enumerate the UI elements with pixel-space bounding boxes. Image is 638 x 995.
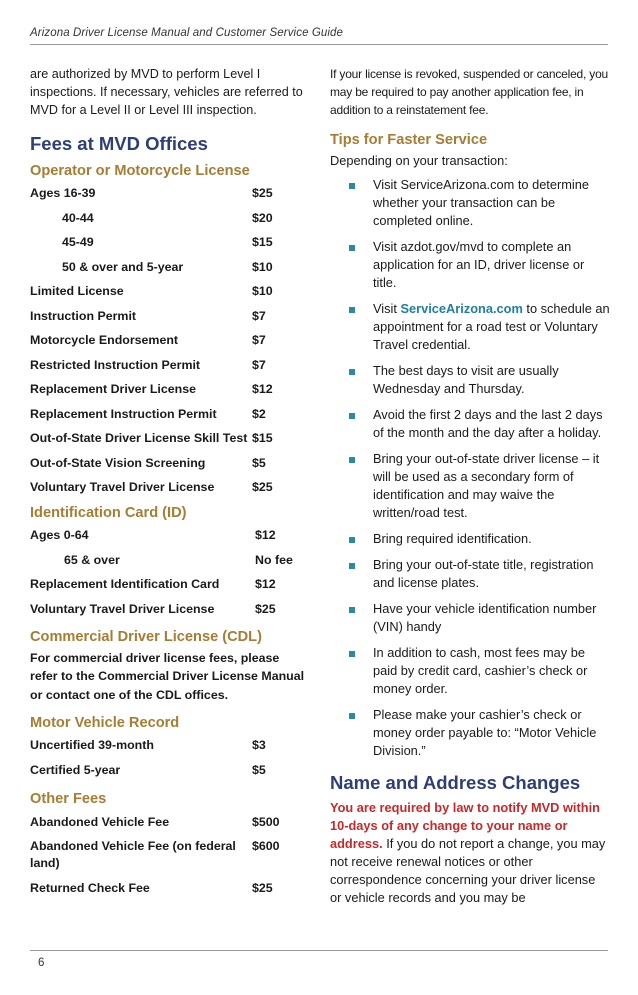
tip-text: In addition to cash, most fees may be paid by credit card, cashier’s check or money order.: [373, 645, 588, 696]
mvr-heading: Motor Vehicle Record: [30, 715, 180, 731]
fee-value: $3: [252, 738, 266, 752]
fee-row: [30, 210, 310, 227]
bullet-icon: [349, 706, 359, 760]
list-item: [330, 556, 610, 592]
fee-value: $25: [252, 880, 273, 895]
fee-label: 45-49: [62, 235, 94, 249]
bullet-icon: [349, 644, 359, 698]
fee-value: $5: [252, 455, 266, 470]
list-item: [330, 644, 610, 698]
reinstatement-paragraph: If your license is revoked, suspended or canceled, you may be required to pay another application fee, in addition to a reinstatement fee.: [330, 67, 609, 117]
fee-label: Certified 5-year: [30, 762, 121, 777]
bullet-icon: [349, 406, 359, 442]
cdl-text: For commercial driver license fees, please refer to the Commercial Driver License Manual or contact one of the CDL offices.: [30, 650, 305, 702]
other-fee-table: [30, 814, 310, 897]
bullet-icon: [349, 450, 359, 522]
fee-row: [30, 406, 310, 423]
fee-row: [30, 234, 310, 251]
fee-value: $25: [252, 186, 273, 200]
header-divider: [30, 44, 608, 45]
right-column: [330, 65, 610, 907]
fee-label: 40-44: [62, 210, 94, 225]
fee-label: Uncertified 39-month: [30, 738, 154, 752]
page-number: 6: [38, 957, 45, 969]
fee-value: $7: [252, 308, 266, 323]
list-item: [330, 406, 610, 442]
fee-row: [30, 357, 310, 374]
list-item: [330, 706, 610, 760]
fee-value: $7: [252, 333, 266, 347]
fee-label: Out-of-State Driver License Skill Test: [30, 431, 248, 445]
fee-row: [30, 814, 310, 831]
fee-label: Ages 16-39: [30, 186, 96, 200]
fee-row: [30, 479, 310, 496]
intro-paragraph: are authorized by MVD to perform Level I inspections. If necessary, vehicles are referred to MVD for a Level II or Level III inspection.: [30, 67, 303, 117]
fee-value: $600: [252, 839, 280, 853]
tip-text: Bring your out-of-state title, registration and license plates.: [373, 557, 594, 590]
tip-prefix: Visit: [373, 301, 401, 316]
fee-row: [30, 430, 310, 447]
name-address-paragraph: [330, 799, 610, 907]
list-item: [330, 600, 610, 636]
tips-lead: Depending on your transaction:: [330, 153, 508, 168]
legal-requirement-text: You are required by law to notify MVD within 10-days of any change to your name or address.: [330, 800, 600, 851]
fee-row: [30, 762, 310, 779]
tip-text: Visit ServiceArizona.com to determine whether your transaction can be completed online.: [373, 177, 589, 228]
fee-row: [30, 880, 310, 897]
id-card-heading: Identification Card (ID): [30, 505, 187, 521]
fee-label: Replacement Instruction Permit: [30, 406, 217, 421]
fee-label: Abandoned Vehicle Fee (on federal land): [30, 839, 236, 870]
mvr-fee-table: [30, 737, 310, 779]
bullet-icon: [349, 300, 359, 354]
fee-value: $7: [252, 357, 266, 372]
bullet-icon: [349, 362, 359, 398]
fee-value: $15: [252, 431, 273, 445]
fee-value: $500: [252, 814, 280, 829]
fee-row: [30, 332, 310, 349]
list-item: [330, 450, 610, 522]
fee-value: $20: [252, 210, 273, 225]
fee-value: $5: [252, 762, 266, 777]
tip-text: Have your vehicle identification number (VIN) handy: [373, 601, 597, 634]
fee-row: [30, 283, 310, 300]
fee-label: Restricted Instruction Permit: [30, 357, 201, 372]
operator-heading: Operator or Motorcycle License: [30, 163, 250, 179]
tip-text: Please make your cashier’s check or money order payable to: “Motor Vehicle Division.”: [373, 707, 597, 758]
fee-label: Replacement Identification Card: [30, 577, 220, 591]
fee-label: Voluntary Travel Driver License: [30, 480, 215, 494]
name-address-heading: Name and Address Changes: [330, 772, 581, 793]
fee-value: $12: [252, 382, 273, 396]
fee-label: Voluntary Travel Driver License: [30, 601, 215, 616]
fee-value: $12: [255, 528, 276, 542]
fee-label: Instruction Permit: [30, 308, 137, 323]
fee-row: [30, 527, 310, 544]
fee-value: $2: [252, 406, 266, 421]
fee-label: 65 & over: [64, 552, 120, 567]
tip-text: [373, 300, 610, 354]
fee-label: Replacement Driver License: [30, 382, 196, 396]
list-item: [330, 176, 610, 230]
fee-label: Returned Check Fee: [30, 880, 150, 895]
fee-row: [30, 455, 310, 472]
fee-value: $15: [252, 235, 273, 249]
fee-row: [30, 838, 310, 872]
fee-label: 50 & over and 5-year: [62, 259, 184, 274]
list-item: [330, 362, 610, 398]
tip-suffix: to schedule an appointment for a road test or Voluntary Travel credential.: [373, 301, 610, 352]
tip-text: The best days to visit are usually Wednesday and Thursday.: [373, 363, 559, 396]
fee-value: $12: [255, 577, 276, 591]
list-item: [330, 300, 610, 354]
operator-fee-table: [30, 185, 310, 496]
bullet-icon: [349, 600, 359, 636]
bullet-icon: [349, 556, 359, 592]
cdl-heading: Commercial Driver License (CDL): [30, 628, 262, 645]
fee-label: Motorcycle Endorsement: [30, 333, 179, 347]
tip-text: Bring your out-of-state driver license – it will be used as a secondary form of identification and may waive the written/road test.: [373, 451, 600, 520]
fee-label: Ages 0-64: [30, 528, 89, 542]
fee-value: $25: [255, 601, 276, 616]
bullet-icon: [349, 176, 359, 230]
fee-row: [30, 601, 310, 618]
left-column: [30, 65, 310, 897]
fee-row: [30, 259, 310, 276]
id-card-fee-table: [30, 527, 310, 618]
tip-text: Visit azdot.gov/mvd to complete an application for an ID, driver license or title.: [373, 239, 585, 290]
tip-text: Bring required identification.: [373, 531, 532, 546]
bullet-icon: [349, 530, 359, 548]
list-item: [330, 530, 610, 548]
fee-row: [30, 552, 310, 569]
other-fees-heading: Other Fees: [30, 790, 107, 807]
fee-label: Abandoned Vehicle Fee: [30, 814, 170, 829]
fee-value: $10: [252, 284, 273, 298]
running-header: Arizona Driver License Manual and Customer Service Guide: [30, 27, 344, 39]
name-address-rest: If you do not report a change, you may not receive renewal notices or other correspondence concerning your driver license or vehicle records and you may be: [330, 836, 606, 905]
fee-row: [30, 308, 310, 325]
fee-row: [30, 185, 310, 202]
fee-label: Out-of-State Vision Screening: [30, 455, 206, 470]
tips-heading: Tips for Faster Service: [330, 132, 488, 148]
fee-label: Limited License: [30, 284, 124, 298]
fees-heading: Fees at MVD Offices: [30, 133, 208, 154]
footer-divider: [30, 950, 608, 951]
fee-row: [30, 576, 310, 593]
tips-list: [330, 176, 610, 760]
bullet-icon: [349, 238, 359, 292]
fee-row: [30, 381, 310, 398]
fee-value: No fee: [255, 552, 293, 567]
fee-value: $10: [252, 259, 273, 274]
tip-text: Avoid the first 2 days and the last 2 days of the month and the day after a holiday.: [373, 407, 603, 440]
list-item: [330, 238, 610, 292]
servicearizona-link[interactable]: ServiceArizona.com: [400, 301, 523, 316]
fee-value: $25: [252, 480, 273, 494]
fee-row: [30, 737, 310, 754]
